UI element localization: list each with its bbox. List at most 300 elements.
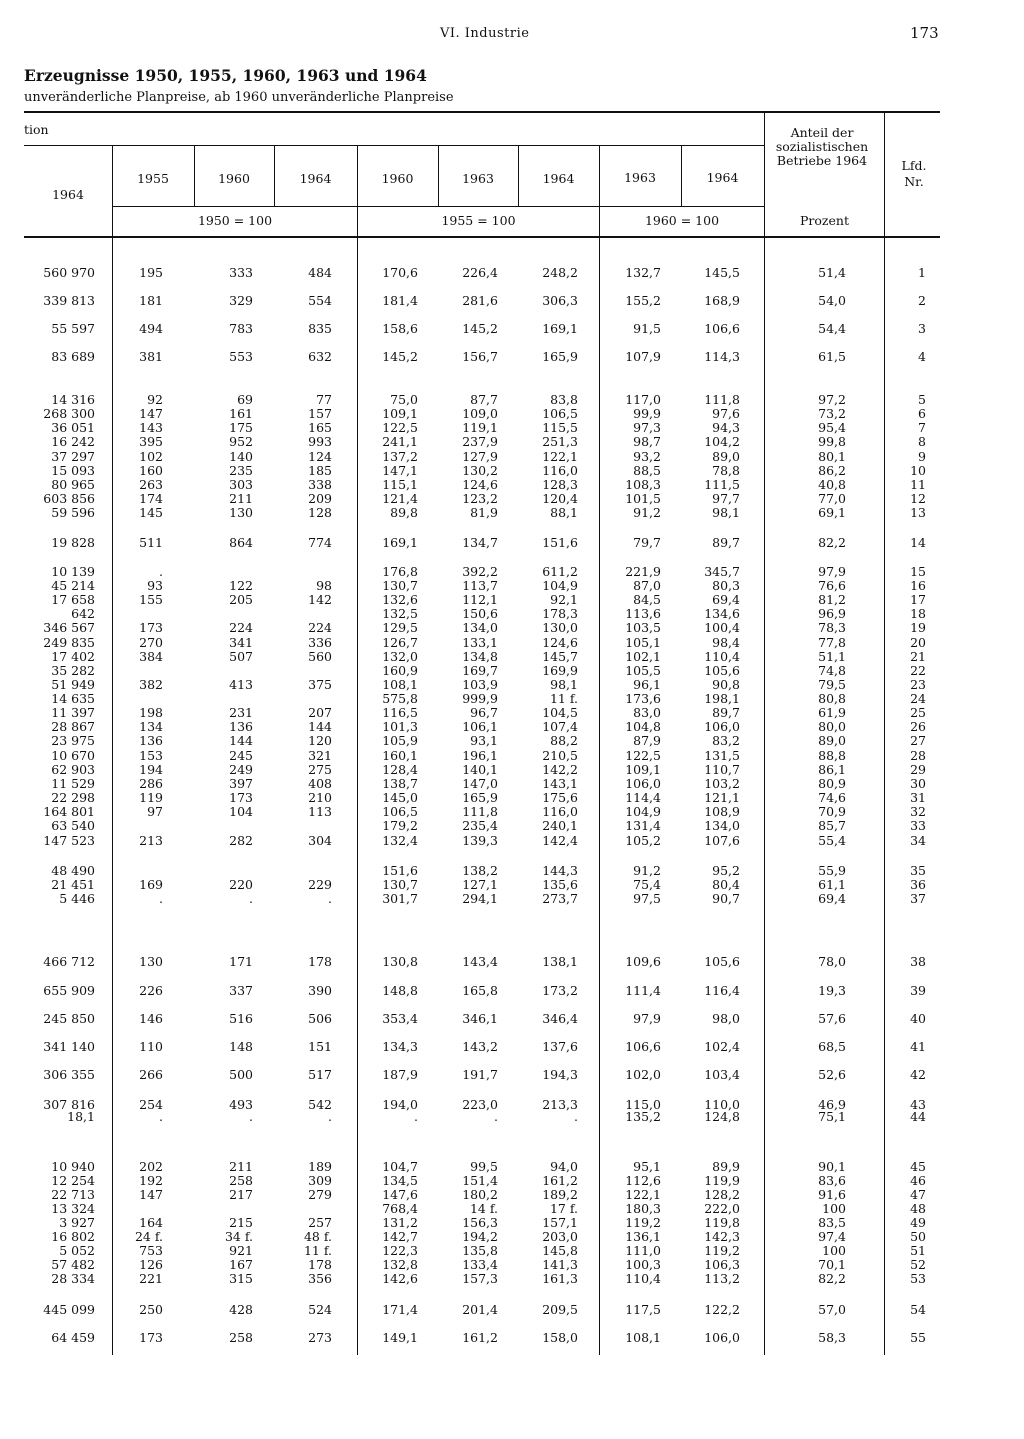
cell-index-1964: 279 — [308, 1187, 332, 1202]
cell-index-1963-b: 143,2 — [462, 1039, 498, 1054]
col-header-1955: 1955 — [137, 171, 169, 186]
cell-row-number: 34 — [910, 833, 926, 848]
cell-production-1964: 63 540 — [51, 818, 95, 833]
cell-row-number: 28 — [910, 748, 926, 763]
cell-index-1963-c: 122,1 — [625, 1187, 661, 1202]
cell-index-1964: 185 — [308, 463, 332, 478]
cell-index-1955: 134 — [139, 719, 163, 734]
cell-index-1955: 192 — [139, 1173, 163, 1188]
cell-row-number: 46 — [910, 1173, 926, 1188]
cell-index-1955: 169 — [139, 877, 163, 892]
cell-index-1960: 144 — [229, 733, 253, 748]
cell-index-1964-c: 106,3 — [704, 1257, 740, 1272]
cell-index-1963-c: 95,1 — [633, 1159, 661, 1174]
cell-index-1964-b: 306,3 — [542, 293, 578, 308]
cell-production-1964: 642 — [71, 606, 95, 621]
cell-share-socialist: 58,3 — [818, 1330, 846, 1345]
cell-index-1955: 153 — [139, 748, 163, 763]
cell-index-1960-b: 137,2 — [382, 449, 418, 464]
cell-index-1964: 560 — [308, 649, 332, 664]
cell-index-1964-c: 103,2 — [704, 776, 740, 791]
cell-share-socialist: 91,6 — [818, 1187, 846, 1202]
cell-index-1964: 336 — [308, 635, 332, 650]
cell-row-number: 22 — [910, 663, 926, 678]
cell-index-1964-b: 346,4 — [542, 1011, 578, 1026]
cell-index-1964-b: 173,2 — [542, 983, 578, 998]
cell-index-1955: . — [159, 564, 163, 579]
cell-index-1964-c: 97,7 — [712, 491, 740, 506]
cell-production-1964: 10 139 — [51, 564, 95, 579]
cell-index-1960-b: 575,8 — [382, 691, 418, 706]
cell-index-1960: 516 — [229, 1011, 253, 1026]
cell-index-1960-b: . — [414, 1109, 418, 1124]
cell-index-1964-b: 116,0 — [542, 463, 578, 478]
cell-share-socialist: 55,4 — [818, 833, 846, 848]
cell-index-1964-c: 98,0 — [712, 1011, 740, 1026]
cell-index-1963-b: 161,2 — [462, 1330, 498, 1345]
cell-index-1963-b: 134,8 — [462, 649, 498, 664]
cell-row-number: 17 — [910, 592, 926, 607]
cell-index-1960-b: 160,9 — [382, 663, 418, 678]
cell-production-1964: 560 970 — [43, 265, 95, 280]
cell-production-1964: 19 828 — [51, 535, 95, 550]
rule-top — [24, 111, 940, 113]
cell-index-1960-b: 132,6 — [382, 592, 418, 607]
cell-index-1960: 413 — [229, 677, 253, 692]
cell-production-1964: 55 597 — [51, 321, 95, 336]
cell-index-1964-c: 119,9 — [704, 1173, 740, 1188]
cell-index-1960-b: 353,4 — [382, 1011, 418, 1026]
cell-index-1964: 98 — [316, 578, 332, 593]
cell-index-1964-b: 124,6 — [542, 635, 578, 650]
cell-index-1964-b: 120,4 — [542, 491, 578, 506]
cell-row-number: 7 — [918, 420, 926, 435]
cell-share-socialist: 54,0 — [818, 293, 846, 308]
cell-index-1960-b: 147,1 — [382, 463, 418, 478]
cell-production-1964: 28 867 — [51, 719, 95, 734]
cell-index-1964-c: 119,8 — [704, 1215, 740, 1230]
col-rule — [884, 113, 885, 1355]
cell-index-1964-b: 248,2 — [542, 265, 578, 280]
cell-index-1960: 921 — [229, 1243, 253, 1258]
cell-index-1963-b: 127,1 — [462, 877, 498, 892]
cell-index-1964-b: 130,0 — [542, 620, 578, 635]
cell-index-1963-b: 138,2 — [462, 863, 498, 878]
cell-index-1964-c: 103,4 — [704, 1067, 740, 1082]
cell-production-1964: 16 802 — [51, 1229, 95, 1244]
cell-production-1964: 5 052 — [59, 1243, 95, 1258]
cell-index-1963-b: . — [494, 1109, 498, 1124]
cell-share-socialist: 83,6 — [818, 1173, 846, 1188]
cell-index-1964-c: 108,9 — [704, 804, 740, 819]
cell-share-socialist: 75,1 — [818, 1109, 846, 1124]
cell-index-1960-b: 151,6 — [382, 863, 418, 878]
cell-index-1964-c: 90,8 — [712, 677, 740, 692]
cell-index-1955: 250 — [139, 1302, 163, 1317]
col-header-nr: Lfd. Nr. — [901, 158, 927, 189]
cell-row-number: 2 — [918, 293, 926, 308]
col-header-production-1964: 1964 — [52, 187, 84, 202]
cell-index-1964-c: 89,7 — [712, 705, 740, 720]
cell-index-1960-b: 75,0 — [390, 392, 418, 407]
cell-production-1964: 306 355 — [43, 1067, 95, 1082]
cell-index-1964: . — [328, 1109, 332, 1124]
cell-share-socialist: 86,2 — [818, 463, 846, 478]
cell-index-1964: 309 — [308, 1173, 332, 1188]
cell-index-1960-b: 132,4 — [382, 833, 418, 848]
cell-index-1960: 245 — [229, 748, 253, 763]
cell-index-1963-b: 196,1 — [462, 748, 498, 763]
cell-index-1963-b: 294,1 — [462, 891, 498, 906]
cell-index-1963-b: 147,0 — [462, 776, 498, 791]
cell-index-1963-b: 169,7 — [462, 663, 498, 678]
cell-production-1964: 466 712 — [43, 954, 95, 969]
cell-index-1964: 356 — [308, 1271, 332, 1286]
group-header-base-1960: 1960 = 100 — [644, 213, 720, 228]
cell-index-1964-c: 111,8 — [704, 392, 740, 407]
cell-index-1963-c: 105,5 — [625, 663, 661, 678]
cell-index-1963-c: 102,0 — [625, 1067, 661, 1082]
cell-row-number: 54 — [910, 1302, 926, 1317]
cell-index-1964: 189 — [308, 1159, 332, 1174]
cell-index-1963-b: 103,9 — [462, 677, 498, 692]
cell-index-1964-b: 107,4 — [542, 719, 578, 734]
cell-share-socialist: 97,2 — [818, 392, 846, 407]
cell-index-1964: 128 — [308, 505, 332, 520]
cell-index-1964-c: 131,5 — [704, 748, 740, 763]
cell-share-socialist: 70,9 — [818, 804, 846, 819]
col-header-1964: 1964 — [542, 171, 575, 186]
cell-index-1960: . — [249, 891, 253, 906]
cell-index-1960: 329 — [229, 293, 253, 308]
cell-row-number: 14 — [910, 535, 926, 550]
cell-index-1955: 263 — [139, 477, 163, 492]
cell-production-1964: 603 856 — [43, 491, 95, 506]
cell-production-1964: 36 051 — [51, 420, 95, 435]
cell-index-1963-b: 191,7 — [462, 1067, 498, 1082]
cell-index-1963-c: 84,5 — [633, 592, 661, 607]
cell-index-1964: 77 — [316, 392, 332, 407]
rule-upper — [24, 145, 764, 146]
cell-index-1964: 178 — [308, 1257, 332, 1272]
cell-index-1963-c: 136,1 — [625, 1229, 661, 1244]
cell-index-1955: 160 — [139, 463, 163, 478]
cell-index-1964: 48 f. — [303, 1229, 332, 1244]
cell-index-1955: 136 — [139, 733, 163, 748]
cell-index-1964-b: 141,3 — [542, 1257, 578, 1272]
cell-index-1960-b: 130,8 — [382, 954, 418, 969]
cell-index-1963-c: 111,0 — [625, 1243, 661, 1258]
cell-index-1964: 408 — [308, 776, 332, 791]
cell-index-1964-c: 80,4 — [712, 877, 740, 892]
cell-index-1960: 341 — [229, 635, 253, 650]
cell-index-1963-c: 105,1 — [625, 635, 661, 650]
cell-share-socialist: 80,1 — [818, 449, 846, 464]
cell-share-socialist: 100 — [822, 1243, 846, 1258]
col-header-1960: 1960 — [218, 171, 250, 186]
cell-index-1963-b: 109,0 — [462, 406, 498, 421]
cell-share-socialist: 90,1 — [818, 1159, 846, 1174]
cell-index-1964-b: 161,3 — [542, 1271, 578, 1286]
cell-production-1964: 339 813 — [43, 293, 95, 308]
cell-index-1964-b: 611,2 — [542, 564, 578, 579]
cell-index-1955: 395 — [139, 434, 163, 449]
cell-index-1964-c: 78,8 — [712, 463, 740, 478]
cell-index-1963-c: 100,3 — [625, 1257, 661, 1272]
cell-index-1964-b: 142,2 — [542, 762, 578, 777]
cell-index-1955: 92 — [147, 392, 163, 407]
cell-index-1964-c: 107,6 — [704, 833, 740, 848]
cell-production-1964: 249 835 — [43, 635, 95, 650]
cell-index-1963-c: 97,3 — [633, 420, 661, 435]
cell-index-1963-c: 87,9 — [633, 733, 661, 748]
cell-index-1964: 165 — [308, 420, 332, 435]
cell-index-1955: 173 — [139, 1330, 163, 1345]
cell-share-socialist: 78,0 — [818, 954, 846, 969]
cell-index-1964-b: 157,1 — [542, 1215, 578, 1230]
cell-index-1963-c: 79,7 — [633, 535, 661, 550]
cell-index-1964-b: 92,1 — [550, 592, 578, 607]
col-rule — [112, 145, 113, 1355]
cell-index-1955: 266 — [139, 1067, 163, 1082]
cell-index-1963-b: 112,1 — [462, 592, 498, 607]
cell-share-socialist: 68,5 — [818, 1039, 846, 1054]
cell-index-1963-b: 151,4 — [462, 1173, 498, 1188]
cell-production-1964: 164 801 — [43, 804, 95, 819]
cell-index-1960: 122 — [229, 578, 253, 593]
cell-index-1963-b: 134,0 — [462, 620, 498, 635]
cell-index-1964: 375 — [308, 677, 332, 692]
cell-index-1963-c: 110,4 — [625, 1271, 661, 1286]
group-header-percent: Prozent — [800, 213, 849, 228]
cell-production-1964: 17 402 — [51, 649, 95, 664]
cell-index-1963-c: 117,0 — [625, 392, 661, 407]
cell-share-socialist: 74,8 — [818, 663, 846, 678]
cell-row-number: 45 — [910, 1159, 926, 1174]
cell-index-1964-c: 94,3 — [712, 420, 740, 435]
cell-share-socialist: 57,6 — [818, 1011, 846, 1026]
cell-index-1960-b: 122,5 — [382, 420, 418, 435]
cell-index-1964: 993 — [308, 434, 332, 449]
cell-index-1955: 181 — [139, 293, 163, 308]
cell-index-1964-c: 89,7 — [712, 535, 740, 550]
cell-share-socialist: 61,1 — [818, 877, 846, 892]
cell-production-1964: 14 316 — [51, 392, 95, 407]
cell-index-1955: . — [159, 891, 163, 906]
cell-row-number: 11 — [910, 477, 926, 492]
cell-index-1964: 321 — [308, 748, 332, 763]
cell-index-1963-b: 93,1 — [470, 733, 498, 748]
cell-production-1964: 10 940 — [51, 1159, 95, 1174]
cell-production-1964: 3 927 — [59, 1215, 95, 1230]
cell-index-1963-c: 135,2 — [625, 1109, 661, 1124]
cell-index-1964-b: 135,6 — [542, 877, 578, 892]
cell-index-1963-c: 108,3 — [625, 477, 661, 492]
cell-index-1963-c: 155,2 — [625, 293, 661, 308]
cell-index-1955: 221 — [139, 1271, 163, 1286]
cell-index-1955: 93 — [147, 578, 163, 593]
cell-row-number: 35 — [910, 863, 926, 878]
cell-row-number: 16 — [910, 578, 926, 593]
cell-production-1964: 15 093 — [51, 463, 95, 478]
cell-index-1964: 304 — [308, 833, 332, 848]
cell-index-1964: 224 — [308, 620, 332, 635]
cell-index-1963-b: 113,7 — [462, 578, 498, 593]
cell-index-1955: 254 — [139, 1097, 163, 1112]
cell-index-1960: 249 — [229, 762, 253, 777]
cell-row-number: 8 — [918, 434, 926, 449]
cell-row-number: 24 — [910, 691, 926, 706]
cell-index-1955: 270 — [139, 635, 163, 650]
cell-index-1964: 275 — [308, 762, 332, 777]
cell-row-number: 48 — [910, 1201, 926, 1216]
cell-row-number: 12 — [910, 491, 926, 506]
cell-index-1963-c: 106,0 — [625, 776, 661, 791]
cell-index-1960: 148 — [229, 1039, 253, 1054]
cell-index-1960-b: 89,8 — [390, 505, 418, 520]
cell-index-1955: 286 — [139, 776, 163, 791]
col-header-share: Anteil der sozialistischen Betriebe 1964 — [775, 125, 869, 168]
cell-row-number: 47 — [910, 1187, 926, 1202]
cell-index-1963-c: 105,2 — [625, 833, 661, 848]
cell-index-1963-b: 124,6 — [462, 477, 498, 492]
cell-index-1960: 217 — [229, 1187, 253, 1202]
cell-row-number: 9 — [918, 449, 926, 464]
col-header-1960: 1960 — [381, 171, 414, 186]
cell-index-1963-c: 180,3 — [625, 1201, 661, 1216]
cell-index-1964-b: 165,9 — [542, 349, 578, 364]
cell-index-1955: 97 — [147, 804, 163, 819]
cell-production-1964: 14 635 — [51, 691, 95, 706]
cell-index-1964-c: 105,6 — [704, 954, 740, 969]
cell-index-1964-c: 113,2 — [704, 1271, 740, 1286]
cell-production-1964: 51 949 — [51, 677, 95, 692]
cell-index-1955: 226 — [139, 983, 163, 998]
cell-index-1964-b: 83,8 — [550, 392, 578, 407]
cell-index-1955: 164 — [139, 1215, 163, 1230]
cell-share-socialist: 79,5 — [818, 677, 846, 692]
cell-index-1960: 34 f. — [224, 1229, 253, 1244]
cell-index-1960-b: 128,4 — [382, 762, 418, 777]
cell-index-1955: 147 — [139, 1187, 163, 1202]
cell-index-1963-b: 106,1 — [462, 719, 498, 734]
cell-index-1963-b: 87,7 — [470, 392, 498, 407]
cell-index-1963-b: 140,1 — [462, 762, 498, 777]
cell-index-1964-b: 116,0 — [542, 804, 578, 819]
cell-index-1960-b: 138,7 — [382, 776, 418, 791]
cell-index-1964-b: 158,0 — [542, 1330, 578, 1345]
cell-index-1964-b: 251,3 — [542, 434, 578, 449]
cell-share-socialist: 19,3 — [818, 983, 846, 998]
cell-index-1964-b: 210,5 — [542, 748, 578, 763]
cell-production-1964: 147 523 — [43, 833, 95, 848]
cell-index-1964-b: 137,6 — [542, 1039, 578, 1054]
cell-share-socialist: 89,0 — [818, 733, 846, 748]
cell-index-1963-c: 117,5 — [625, 1302, 661, 1317]
cell-production-1964: 11 397 — [51, 705, 95, 720]
cell-index-1963-c: 98,7 — [633, 434, 661, 449]
group-header-base-1955: 1955 = 100 — [441, 213, 516, 228]
cell-index-1960: 428 — [229, 1302, 253, 1317]
cell-index-1960: 333 — [229, 265, 253, 280]
cell-index-1963-c: 88,5 — [633, 463, 661, 478]
cell-share-socialist: 61,5 — [818, 349, 846, 364]
cell-index-1964-c: 100,4 — [704, 620, 740, 635]
cell-share-socialist: 51,1 — [818, 649, 846, 664]
cell-index-1963-b: 223,0 — [462, 1097, 498, 1112]
cell-index-1955: 119 — [139, 790, 163, 805]
cell-share-socialist: 80,8 — [818, 691, 846, 706]
cell-index-1964-c: 95,2 — [712, 863, 740, 878]
cell-index-1963-b: 111,8 — [462, 804, 498, 819]
cell-index-1963-c: 104,9 — [625, 804, 661, 819]
cell-index-1955: 24 f. — [134, 1229, 163, 1244]
heading-fragment: tion — [24, 122, 49, 137]
cell-index-1964-c: 69,4 — [712, 592, 740, 607]
cell-index-1964-b: 88,1 — [550, 505, 578, 520]
cell-row-number: 41 — [910, 1039, 926, 1054]
cell-index-1963-b: 346,1 — [462, 1011, 498, 1026]
cell-index-1963-c: 91,5 — [633, 321, 661, 336]
cell-production-1964: 18,1 — [67, 1109, 95, 1124]
cell-row-number: 20 — [910, 635, 926, 650]
cell-index-1960-b: 145,2 — [382, 349, 418, 364]
cell-index-1964: 484 — [308, 265, 332, 280]
cell-share-socialist: 40,8 — [818, 477, 846, 492]
cell-index-1964-b: 161,2 — [542, 1173, 578, 1188]
cell-index-1955: 173 — [139, 620, 163, 635]
cell-row-number: 25 — [910, 705, 926, 720]
cell-index-1960: 952 — [229, 434, 253, 449]
cell-index-1964-c: 119,2 — [704, 1243, 740, 1258]
cell-index-1963-c: 104,8 — [625, 719, 661, 734]
cell-production-1964: 64 459 — [51, 1330, 95, 1345]
cell-index-1963-c: 173,6 — [625, 691, 661, 706]
cell-share-socialist: 99,8 — [818, 434, 846, 449]
cell-index-1955: 126 — [139, 1257, 163, 1272]
cell-index-1964-b: 145,8 — [542, 1243, 578, 1258]
cell-index-1960: 104 — [229, 804, 253, 819]
cell-index-1960-b: 176,8 — [382, 564, 418, 579]
cell-production-1964: 23 975 — [51, 733, 95, 748]
cell-index-1960: 136 — [229, 719, 253, 734]
cell-index-1963-c: 221,9 — [625, 564, 661, 579]
cell-index-1963-c: 106,6 — [625, 1039, 661, 1054]
cell-index-1963-b: 14 f. — [469, 1201, 498, 1216]
cell-index-1960-b: 768,4 — [382, 1201, 418, 1216]
cell-production-1964: 307 816 — [43, 1097, 95, 1112]
cell-index-1955: 511 — [139, 535, 163, 550]
cell-index-1964: 11 f. — [303, 1243, 332, 1258]
cell-index-1960: 303 — [229, 477, 253, 492]
cell-production-1964: 57 482 — [51, 1257, 95, 1272]
cell-index-1955: . — [159, 1109, 163, 1124]
cell-index-1964: 774 — [308, 535, 332, 550]
cell-index-1964-c: 345,7 — [704, 564, 740, 579]
cell-index-1960-b: 101,3 — [382, 719, 418, 734]
col-header-1963: 1963 — [462, 171, 494, 186]
cell-index-1960: 167 — [229, 1257, 253, 1272]
cell-index-1964-b: 169,9 — [542, 663, 578, 678]
cell-index-1963-b: 194,2 — [462, 1229, 498, 1244]
cell-index-1955: 146 — [139, 1011, 163, 1026]
cell-index-1964-b: 11 f. — [549, 691, 578, 706]
cell-index-1960: 500 — [229, 1067, 253, 1082]
cell-index-1963-b: 165,8 — [462, 983, 498, 998]
cell-row-number: 5 — [918, 392, 926, 407]
cell-index-1960: 211 — [229, 1159, 253, 1174]
cell-index-1964-c: 134,6 — [704, 606, 740, 621]
